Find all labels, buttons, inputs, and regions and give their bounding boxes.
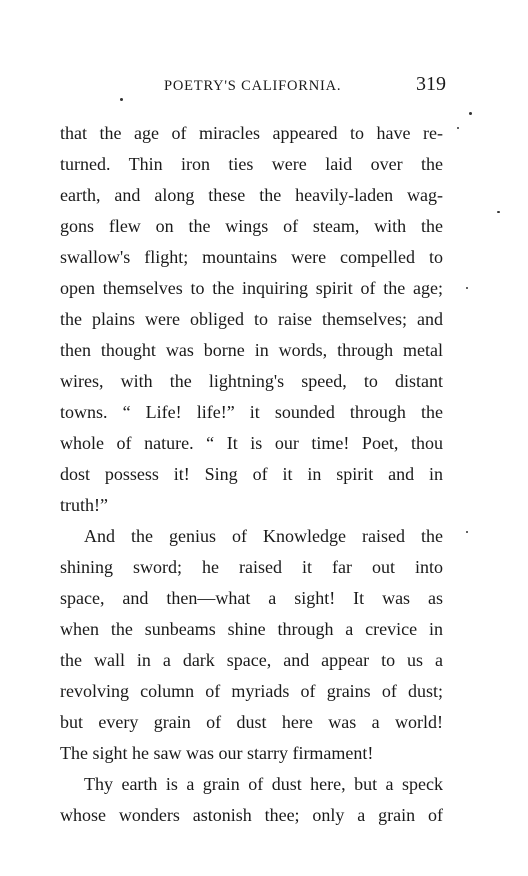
ink-speck — [457, 127, 459, 129]
text-line: space, and then—what a sight! It was as — [60, 588, 443, 608]
text-line: whose wonders astonish thee; only a grain of — [60, 805, 443, 825]
text-line: when the sunbeams shine through a crevice in — [60, 619, 443, 639]
text-line: gons flew on the wings of steam, with the — [60, 216, 443, 236]
text-line: revolving column of myriads of grains of dust; — [60, 681, 443, 701]
ink-speck — [497, 211, 500, 213]
text-line: wires, with the lightning's speed, to distant — [60, 371, 443, 391]
text-line: swallow's flight; mountains were compelled to — [60, 247, 443, 267]
text-line: shining sword; he raised it far out into — [60, 557, 443, 577]
text-line: The sight he saw was our starry firmament! — [60, 743, 374, 763]
ink-speck — [466, 531, 468, 533]
ink-speck — [469, 112, 472, 115]
text-line: earth, and along these the heavily-laden wag- — [60, 185, 443, 205]
text-line: the wall in a dark space, and appear to us a — [60, 650, 443, 670]
text-line: turned. Thin iron ties were laid over the — [60, 154, 443, 174]
text-line: that the age of miracles appeared to have re- — [60, 123, 443, 143]
text-line: whole of nature. “ It is our time! Poet, thou — [60, 433, 443, 453]
ink-speck — [120, 98, 123, 101]
text-line: the plains were obliged to raise themselves; and — [60, 309, 443, 329]
text-line: open themselves to the inquiring spirit of the age; — [60, 278, 443, 298]
running-head — [60, 73, 446, 102]
text-line: towns. “ Life! life!” it sounded through the — [60, 402, 443, 422]
text-line: then thought was borne in words, through metal — [60, 340, 443, 360]
text-line: dost possess it! Sing of it in spirit and in — [60, 464, 443, 484]
text-line: truth!” — [60, 495, 108, 515]
running-title: POETRY'S CALIFORNIA. — [164, 78, 342, 94]
body-text — [60, 118, 443, 831]
text-line: but every grain of dust here was a world! — [60, 712, 443, 732]
text-line: Thy earth is a grain of dust here, but a speck — [84, 774, 443, 794]
text-line: And the genius of Knowledge raised the — [84, 526, 443, 546]
page-number: 319 — [416, 73, 446, 95]
ink-speck — [466, 287, 468, 289]
